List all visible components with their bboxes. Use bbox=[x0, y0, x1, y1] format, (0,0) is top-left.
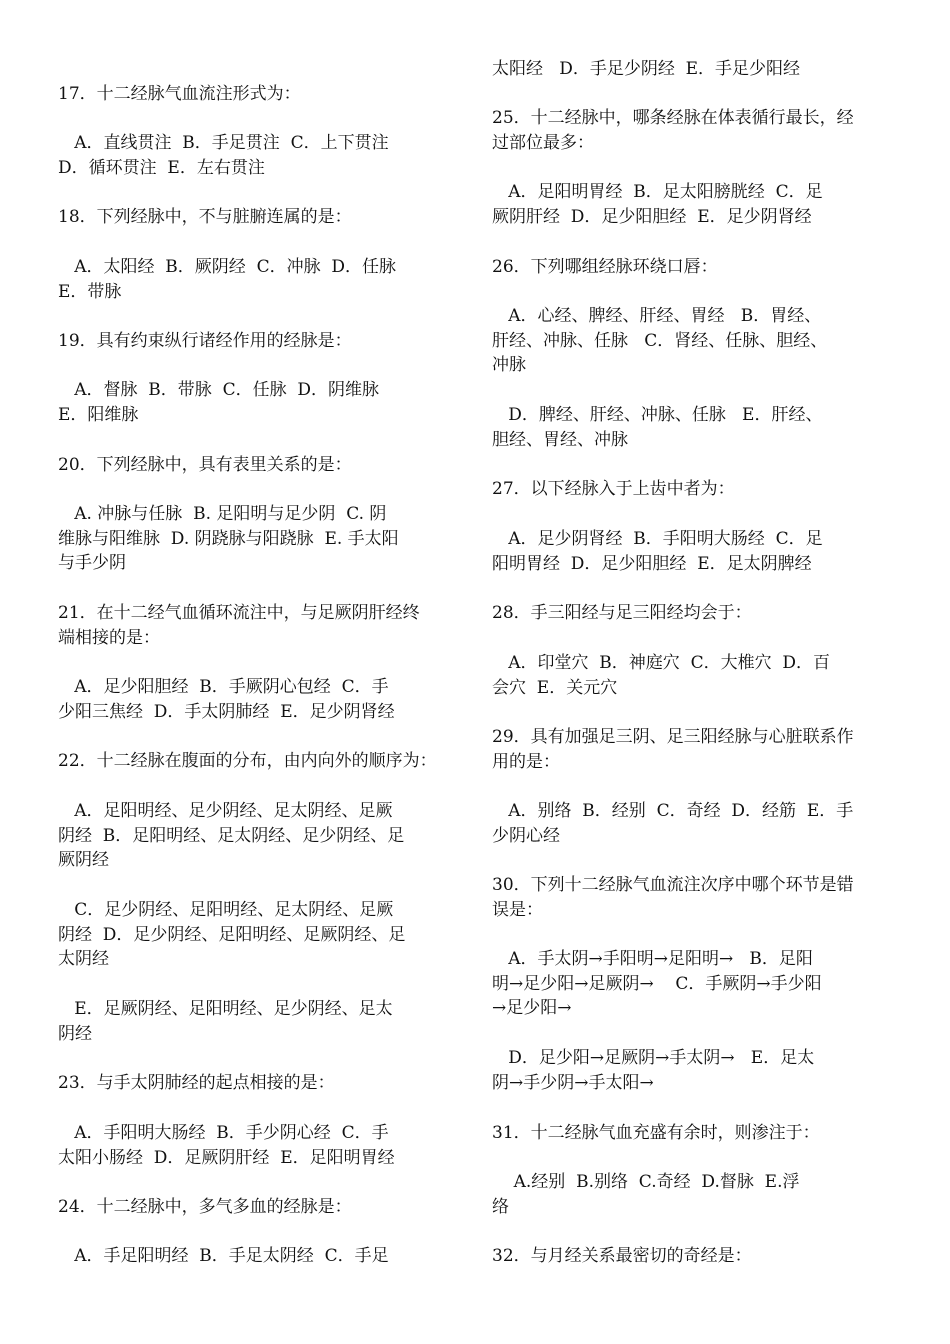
question-29-stem bbox=[492, 725, 892, 774]
text-line: 络 bbox=[492, 1196, 509, 1217]
text-line: A．足阳明经、足少阴经、足太阴经、足厥 bbox=[58, 801, 393, 821]
question-30-options-abc bbox=[492, 947, 892, 1021]
text-line: A.经别 B.别络 C.奇经 D.督脉 E.浮 bbox=[492, 1172, 800, 1192]
question-22-options-ab bbox=[58, 799, 458, 873]
text-line: 厥阴经 bbox=[58, 850, 109, 871]
text-line: 26．下列哪组经脉环绕口唇： bbox=[492, 257, 718, 277]
question-26-options-de bbox=[492, 403, 892, 452]
question-26-options-abc bbox=[492, 304, 892, 378]
text-line: A．足少阳胆经 B．手厥阴心包经 C．手 bbox=[58, 677, 389, 697]
text-line: 31．十二经脉气血充盛有余时，则渗注于： bbox=[492, 1123, 820, 1143]
text-line: 冲脉 bbox=[492, 355, 526, 376]
text-line: E．阳维脉 bbox=[58, 404, 139, 425]
question-24-options-continued bbox=[492, 57, 892, 82]
question-25-options bbox=[492, 180, 892, 229]
question-31-stem bbox=[492, 1121, 892, 1146]
text-line: D．循环贯注 E．左右贯注 bbox=[58, 157, 265, 178]
text-line: 厥阴肝经 D．足少阳胆经 E．足少阴肾经 bbox=[492, 206, 812, 227]
question-19-stem bbox=[58, 329, 458, 354]
question-22-options-cd bbox=[58, 898, 458, 972]
text-line: 25．十二经脉中，哪条经脉在体表循行最长，经 bbox=[492, 108, 854, 128]
question-26-stem bbox=[492, 255, 892, 280]
text-line: A．印堂穴 B．神庭穴 C．大椎穴 D．百 bbox=[492, 653, 831, 673]
question-17-options bbox=[58, 131, 458, 180]
question-18-options bbox=[58, 255, 458, 304]
text-line: 用的是： bbox=[492, 751, 560, 772]
text-line: 23．与手太阴肺经的起点相接的是： bbox=[58, 1073, 335, 1093]
text-line: E．带脉 bbox=[58, 281, 122, 302]
text-line: 少阴心经 bbox=[492, 825, 560, 846]
question-22-stem bbox=[58, 749, 458, 774]
text-line: 17．十二经脉气血流注形式为： bbox=[58, 84, 301, 104]
question-28-options bbox=[492, 651, 892, 700]
text-line: 阴→手少阴→手太阳→ bbox=[492, 1072, 654, 1093]
text-line: 明→足少阳→足厥阴→ C．手厥阴→手少阳 bbox=[492, 973, 822, 994]
question-21-stem bbox=[58, 601, 458, 650]
text-line: D．足少阳→足厥阴→手太阴→ E．足太 bbox=[492, 1048, 815, 1068]
question-30-stem bbox=[492, 873, 892, 922]
text-line: 太阴经 bbox=[58, 949, 109, 970]
text-line: 20．下列经脉中，具有表里关系的是： bbox=[58, 455, 352, 475]
text-line: 肝经、冲脉、任脉 C．肾经、任脉、胆经、 bbox=[492, 330, 828, 351]
text-line: 30．下列十二经脉气血流注次序中哪个环节是错 bbox=[492, 875, 854, 895]
question-30-options-de bbox=[492, 1046, 892, 1095]
text-line: 22．十二经脉在腹面的分布，由内向外的顺序为： bbox=[58, 751, 437, 771]
question-27-options bbox=[492, 527, 892, 576]
question-23-stem bbox=[58, 1071, 458, 1096]
question-29-options bbox=[492, 799, 892, 848]
text-line: 18．下列经脉中，不与脏腑连属的是： bbox=[58, 207, 352, 227]
text-line: 少阳三焦经 D．手太阴肺经 E．足少阴肾经 bbox=[58, 701, 395, 722]
text-line: 太阳小肠经 D．足厥阴肝经 E．足阳明胃经 bbox=[58, 1147, 395, 1168]
text-line: 28．手三阳经与足三阳经均会于： bbox=[492, 603, 752, 623]
text-line: A．别络 B．经别 C．奇经 D．经筋 E．手 bbox=[492, 801, 854, 821]
text-line: A．心经、脾经、肝经、胃经 B．胃经、 bbox=[492, 306, 822, 326]
question-23-options bbox=[58, 1121, 458, 1170]
text-line: 21．在十二经气血循环流注中，与足厥阴肝经终 bbox=[58, 603, 420, 623]
question-32-stem bbox=[492, 1244, 892, 1269]
text-line: 维脉与阳维脉 D. 阴跷脉与阳跷脉 E. 手太阳 bbox=[58, 528, 399, 549]
question-18-stem bbox=[58, 205, 458, 230]
text-line: 胆经、胃经、冲脉 bbox=[492, 429, 628, 450]
text-line: A. 冲脉与任脉 B. 足阳明与足少阴 C. 阴 bbox=[58, 504, 387, 524]
text-line: 阴经 D．足少阴经、足阳明经、足厥阴经、足 bbox=[58, 924, 406, 945]
question-20-stem bbox=[58, 453, 458, 478]
question-20-options bbox=[58, 502, 458, 576]
text-line: 会穴 E．关元穴 bbox=[492, 677, 618, 698]
question-19-options bbox=[58, 378, 458, 427]
text-line: A．直线贯注 B．手足贯注 C．上下贯注 bbox=[58, 133, 389, 153]
text-line: 太阳经 D．手足少阴经 E．手足少阳经 bbox=[492, 59, 801, 79]
text-line: A．足阳明胃经 B．足太阳膀胱经 C．足 bbox=[492, 182, 823, 202]
text-line: 32．与月经关系最密切的奇经是： bbox=[492, 1246, 752, 1266]
text-line: A．手太阴→手阳明→足阳明→ B．足阳 bbox=[492, 949, 813, 969]
text-line: 过部位最多： bbox=[492, 132, 594, 153]
text-line: 29．具有加强足三阴、足三阳经脉与心脏联系作 bbox=[492, 727, 854, 747]
question-22-options-e bbox=[58, 997, 458, 1046]
text-line: 误是： bbox=[492, 899, 543, 920]
question-27-stem bbox=[492, 477, 892, 502]
text-line: A．手阳明大肠经 B．手少阴心经 C．手 bbox=[58, 1123, 389, 1143]
text-line: 与手少阴 bbox=[58, 553, 126, 574]
text-line: 阴经 B．足阳明经、足太阴经、足少阴经、足 bbox=[58, 825, 405, 846]
question-24-stem bbox=[58, 1195, 458, 1220]
question-21-options bbox=[58, 675, 458, 724]
text-line: 阴经 bbox=[58, 1023, 92, 1044]
text-line: A．足少阴肾经 B．手阳明大肠经 C．足 bbox=[492, 529, 823, 549]
text-line: A．太阳经 B．厥阴经 C．冲脉 D．任脉 bbox=[58, 257, 397, 277]
text-line: 24．十二经脉中，多气多血的经脉是： bbox=[58, 1197, 352, 1217]
text-line: E．足厥阴经、足阳明经、足少阴经、足太 bbox=[58, 999, 393, 1019]
question-31-options bbox=[492, 1170, 892, 1219]
text-line: A．督脉 B．带脉 C．任脉 D．阴维脉 bbox=[58, 380, 380, 400]
text-line: 19．具有约束纵行诸经作用的经脉是： bbox=[58, 331, 352, 351]
question-25-stem bbox=[492, 106, 892, 155]
text-line: A．手足阳明经 B．手足太阴经 C．手足 bbox=[58, 1246, 389, 1266]
text-line: D．脾经、肝经、冲脉、任脉 E．肝经、 bbox=[492, 405, 823, 425]
text-line: 27．以下经脉入于上齿中者为： bbox=[492, 479, 735, 499]
question-17-stem bbox=[58, 82, 458, 107]
text-line: C．足少阴经、足阳明经、足太阴经、足厥 bbox=[58, 900, 394, 920]
text-line: →足少阳→ bbox=[492, 998, 572, 1019]
question-24-options bbox=[58, 1244, 458, 1269]
question-28-stem bbox=[492, 601, 892, 626]
text-line: 阳明胃经 D．足少阳胆经 E．足太阴脾经 bbox=[492, 553, 812, 574]
text-line: 端相接的是： bbox=[58, 627, 160, 648]
